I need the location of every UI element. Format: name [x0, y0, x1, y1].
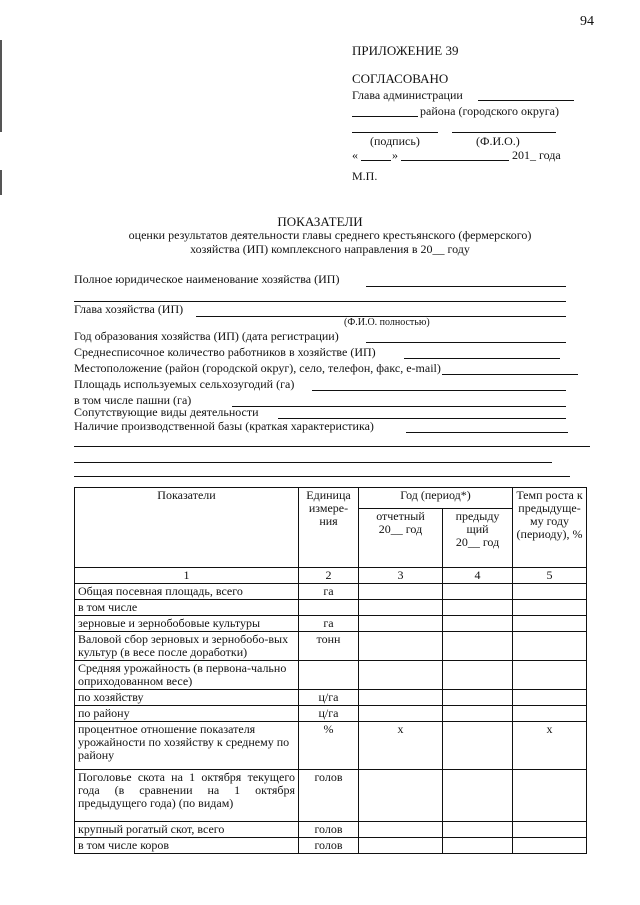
row-growth-cell[interactable] [513, 661, 587, 690]
row-label: зерновые и зернобобовые культуры [75, 616, 299, 632]
fio-line [452, 132, 556, 133]
row-unit: % [299, 722, 359, 770]
row-growth-cell[interactable] [513, 632, 587, 661]
row-label: в том числе [75, 600, 299, 616]
row-reporting-cell[interactable]: х [359, 722, 443, 770]
fio-full-caption: (Ф.И.О. полностью) [344, 317, 430, 328]
area-label: Площадь используемых сельхозугодий (га) [74, 377, 295, 391]
row-growth-cell[interactable] [513, 822, 587, 838]
row-reporting-cell[interactable] [359, 661, 443, 690]
arable-label: в том числе пашни (га) [74, 393, 192, 407]
title-line-1: оценки результатов деятельности главы среднего крестьянского (фермерского) [128, 228, 532, 242]
binding-mark [0, 170, 2, 195]
title-main: ПОКАЗАТЕЛИ [277, 214, 363, 229]
row-reporting-cell[interactable] [359, 632, 443, 661]
row-label: крупный рогатый скот, всего [75, 822, 299, 838]
row-unit: голов [299, 770, 359, 822]
row-unit: голов [299, 838, 359, 854]
header-indicators: Показатели [75, 488, 299, 568]
header-year-period: Год (период*) [359, 488, 513, 509]
arable-line[interactable] [232, 406, 566, 407]
row-previous-cell[interactable] [443, 822, 513, 838]
table-row [75, 822, 587, 838]
employees-label: Среднесписочное количество работников в хозяйстве (ИП) [74, 345, 376, 359]
row-unit [299, 661, 359, 690]
row-growth-cell[interactable] [513, 706, 587, 722]
row-growth-cell[interactable] [513, 770, 587, 822]
header-reporting-year: 20__ год [378, 522, 423, 536]
date-close-quote: » [392, 148, 398, 162]
header-unit: Единица измере-ния [299, 488, 359, 568]
row-reporting-cell[interactable] [359, 770, 443, 822]
row-reporting-cell[interactable] [359, 584, 443, 600]
head-admin-label: Глава администрации [352, 88, 463, 102]
table-row [75, 600, 587, 616]
row-reporting-cell[interactable] [359, 838, 443, 854]
row-reporting-cell[interactable] [359, 616, 443, 632]
row-unit: ц/га [299, 690, 359, 706]
row-growth-cell[interactable] [513, 690, 587, 706]
approved-label: СОГЛАСОВАНО [352, 71, 449, 86]
base-line-3[interactable] [74, 462, 552, 463]
date-open-quote: « [352, 148, 358, 162]
row-reporting-cell[interactable] [359, 690, 443, 706]
base-line-4[interactable] [74, 476, 570, 477]
row-label: в том числе коров [75, 838, 299, 854]
table-row [75, 770, 587, 822]
location-line[interactable] [442, 374, 578, 375]
row-growth-cell[interactable]: х [513, 722, 587, 770]
row-unit [299, 600, 359, 616]
employees-line[interactable] [404, 358, 560, 359]
base-line-2[interactable] [74, 446, 590, 447]
district-label: района (городского округа) [420, 104, 559, 118]
row-previous-cell[interactable] [443, 690, 513, 706]
signature-line [352, 132, 438, 133]
row-unit: тонн [299, 632, 359, 661]
row-reporting-cell[interactable] [359, 822, 443, 838]
row-unit: га [299, 616, 359, 632]
full-name-line[interactable] [366, 286, 566, 287]
row-previous-cell[interactable] [443, 632, 513, 661]
row-growth-cell[interactable] [513, 838, 587, 854]
row-label: Поголовье скота на 1 октября текущего года (в сравнении на 1 октября предыдущего года) (по видам) [75, 770, 299, 822]
table-row [75, 584, 587, 600]
date-month-line [401, 160, 509, 161]
binding-mark [0, 40, 2, 132]
header-reporting [359, 509, 443, 568]
appendix-label: ПРИЛОЖЕНИЕ 39 [352, 43, 459, 58]
header-previous-label: предыду щий [455, 509, 500, 536]
col-number: 3 [359, 568, 443, 584]
header-previous-year: 20__ год [455, 535, 500, 549]
founded-label: Год образования хозяйства (ИП) (дата регистрации) [74, 329, 339, 343]
row-unit: голов [299, 822, 359, 838]
base-label: Наличие производственной базы (краткая характеристика) [74, 419, 374, 433]
header-previous [443, 509, 513, 568]
table-row [75, 632, 587, 661]
head-label: Глава хозяйства (ИП) [74, 302, 184, 316]
row-previous-cell[interactable] [443, 722, 513, 770]
head-admin-line [478, 100, 574, 101]
founded-line[interactable] [366, 342, 566, 343]
row-previous-cell[interactable] [443, 770, 513, 822]
header-reporting-label: отчетный [376, 509, 425, 523]
row-reporting-cell[interactable] [359, 600, 443, 616]
area-line[interactable] [312, 390, 566, 391]
signature-caption: (подпись) [370, 134, 420, 148]
date-year: 201_ года [512, 148, 561, 162]
row-reporting-cell[interactable] [359, 706, 443, 722]
col-number: 1 [75, 568, 299, 584]
activities-label: Сопутствующие виды деятельности [74, 405, 259, 419]
col-number: 2 [299, 568, 359, 584]
row-label: Средняя урожайность (в первона-чально оприходованном весе) [75, 661, 299, 690]
location-label: Местоположение (район (городской округ), село, телефон, факс, e-mail) [74, 361, 441, 375]
table-row [75, 838, 587, 854]
stamp-label: М.П. [352, 169, 378, 183]
col-number: 5 [513, 568, 587, 584]
row-previous-cell[interactable] [443, 600, 513, 616]
row-unit: га [299, 584, 359, 600]
row-previous-cell[interactable] [443, 616, 513, 632]
row-growth-cell[interactable] [513, 616, 587, 632]
fio-caption: (Ф.И.О.) [476, 134, 520, 148]
title-line-2: хозяйства (ИП) комплексного направления в 20__ году [190, 242, 470, 256]
date-day-line [361, 160, 391, 161]
district-line [352, 116, 418, 117]
table-row [75, 706, 587, 722]
base-line[interactable] [406, 432, 568, 433]
row-label: Общая посевная площадь, всего [75, 584, 299, 600]
row-previous-cell[interactable] [443, 706, 513, 722]
table-row [75, 722, 587, 770]
row-unit: ц/га [299, 706, 359, 722]
row-label: Валовой сбор зерновых и зернобобо-вых культур (в весе после доработки) [75, 632, 299, 661]
row-growth-cell[interactable] [513, 600, 587, 616]
table-row [75, 690, 587, 706]
row-label: по хозяйству [75, 690, 299, 706]
col-number: 4 [443, 568, 513, 584]
table-row [75, 661, 587, 690]
row-growth-cell[interactable] [513, 584, 587, 600]
page-number: 94 [580, 14, 594, 29]
full-name-label: Полное юридическое наименование хозяйства (ИП) [74, 272, 340, 286]
row-label: по району [75, 706, 299, 722]
row-previous-cell[interactable] [443, 838, 513, 854]
row-previous-cell[interactable] [443, 584, 513, 600]
row-previous-cell[interactable] [443, 661, 513, 690]
table-row [75, 616, 587, 632]
row-label: процентное отношение показателя урожайности по хозяйству к среднему по району [75, 722, 299, 770]
header-growth: Темп роста к предыдуще-му году (периоду), % [513, 488, 587, 568]
indicators-table [74, 487, 587, 854]
